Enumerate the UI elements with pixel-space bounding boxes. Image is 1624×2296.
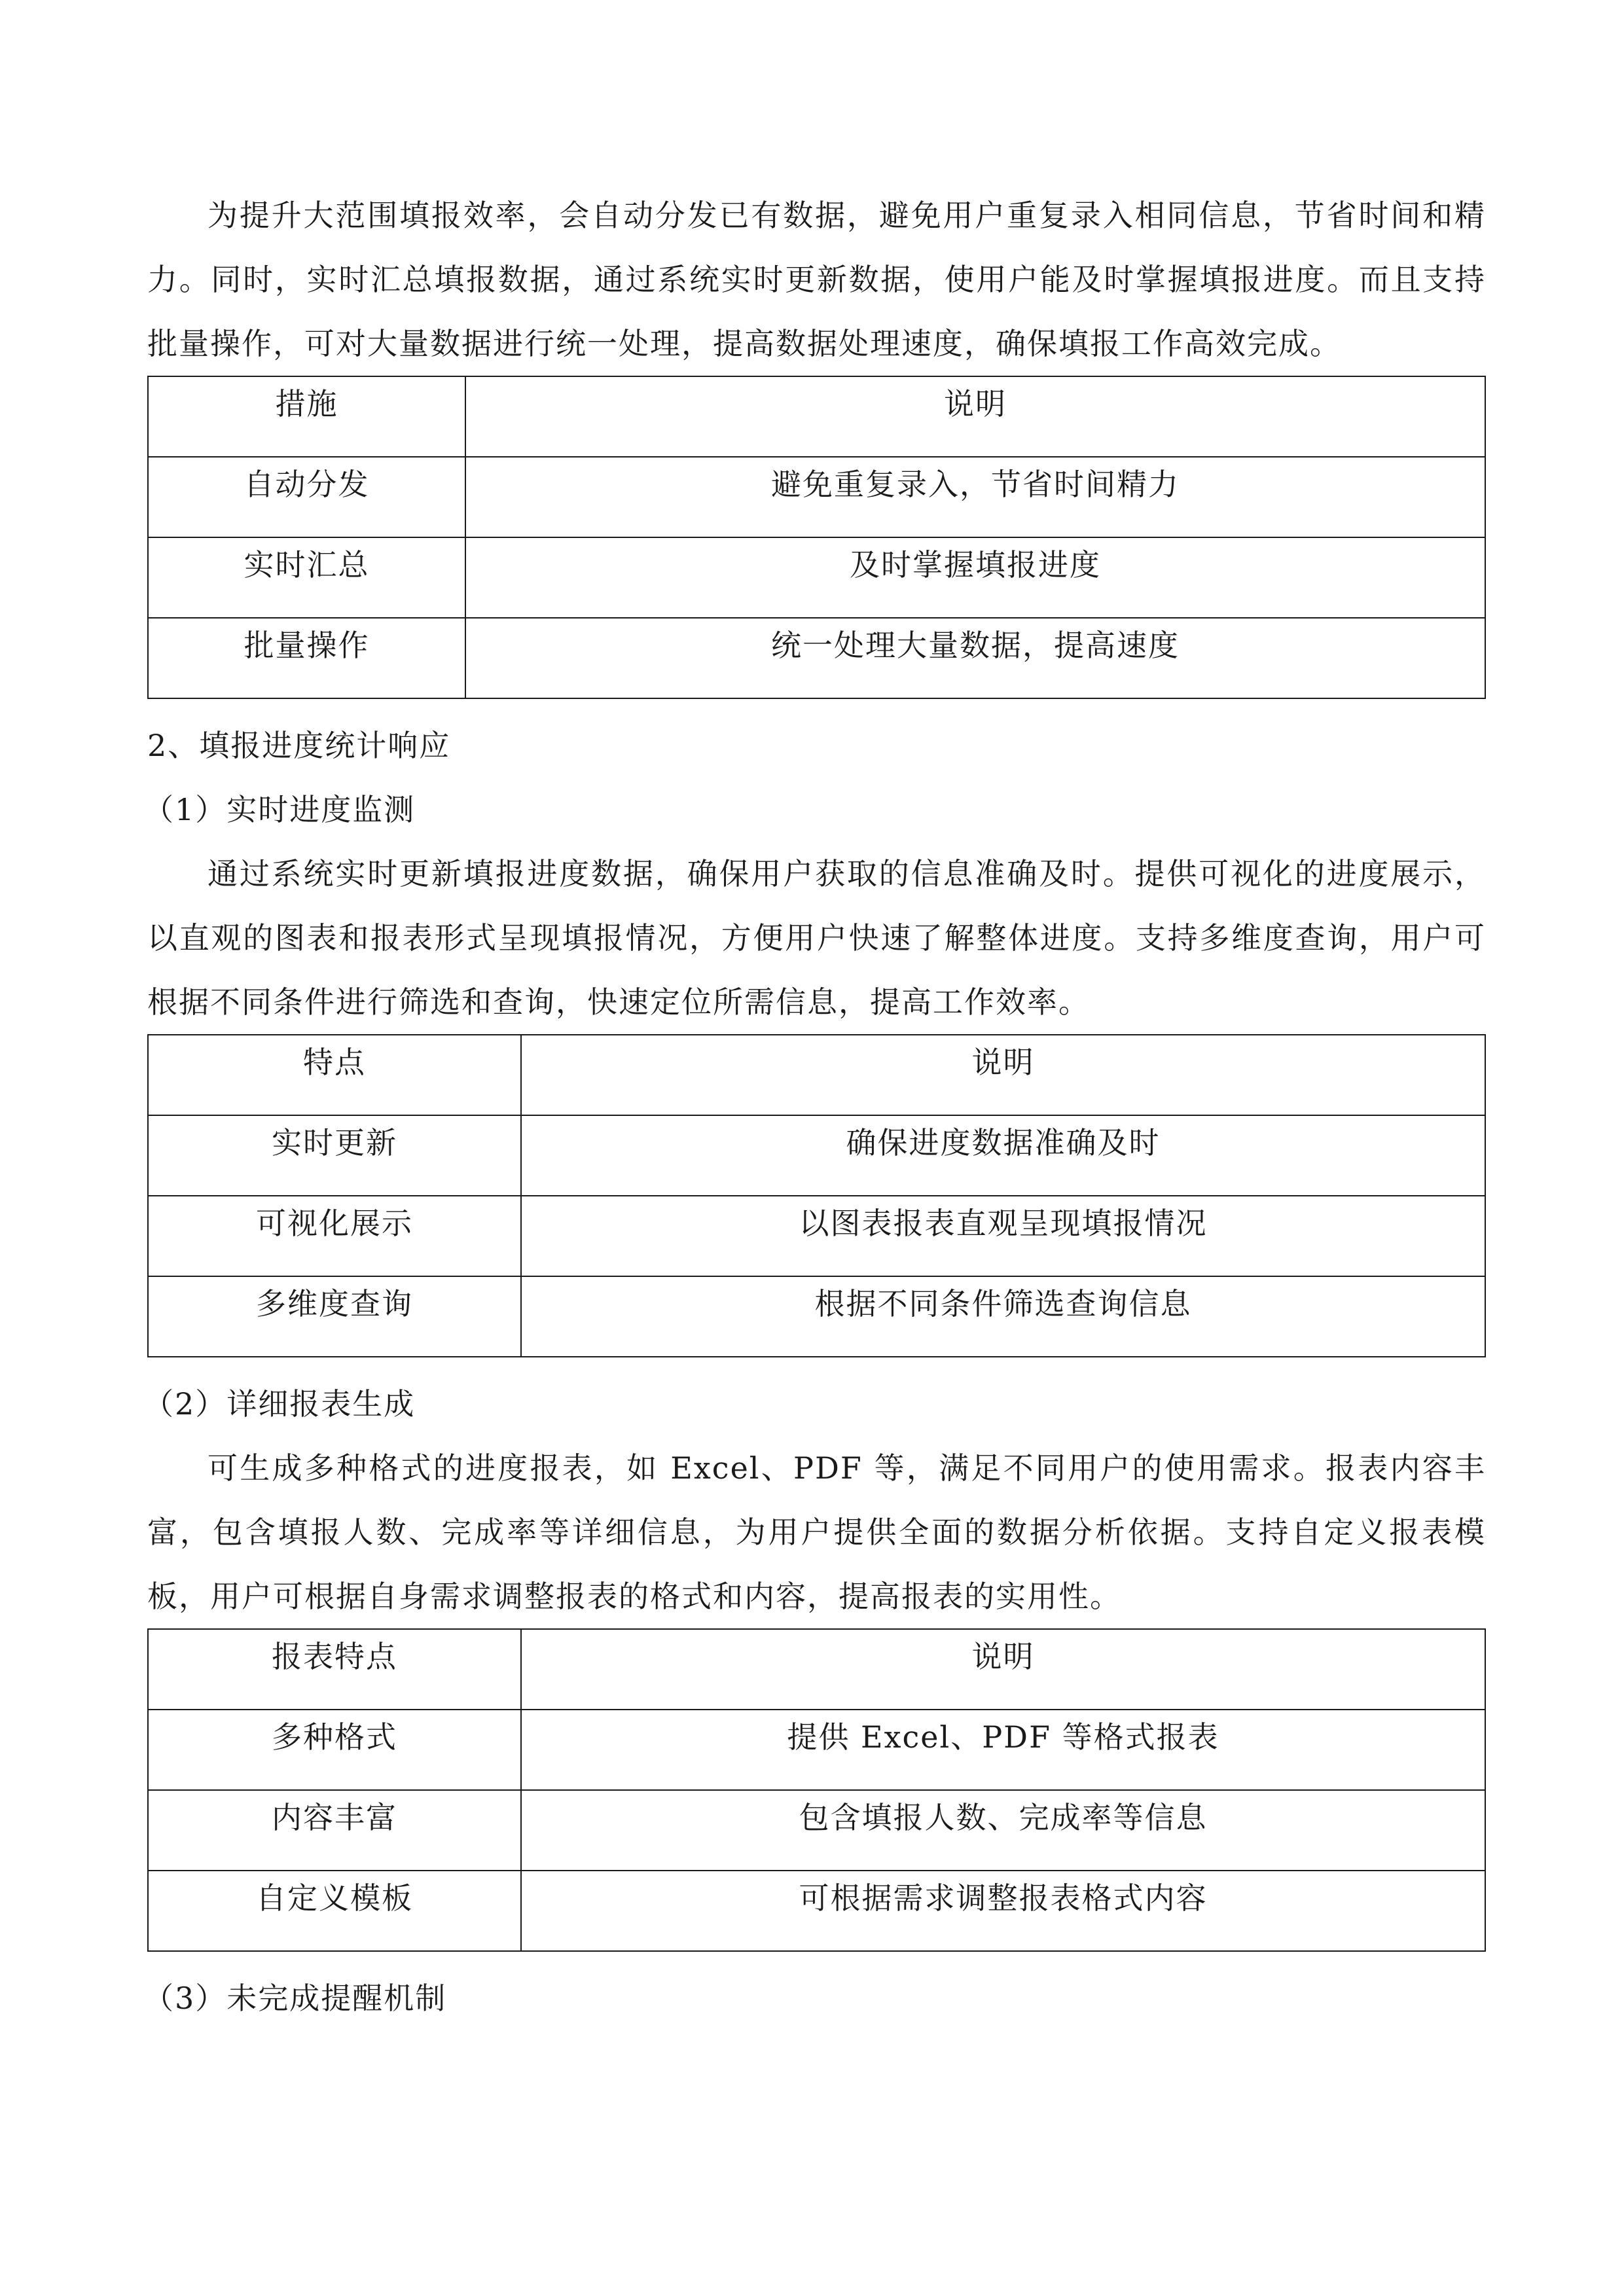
table-cell: 批量操作: [148, 618, 465, 698]
table-row: [148, 1196, 1485, 1276]
table-header-cell: 措施: [148, 376, 465, 457]
table-cell: 及时掌握填报进度: [465, 537, 1485, 618]
features-table: [147, 1034, 1486, 1357]
table-header-cell: 说明: [521, 1629, 1485, 1710]
subsection-paragraph: 可生成多种格式的进度报表，如 Excel、PDF 等，满足不同用户的使用需求。报表内容丰富，包含填报人数、完成率等详细信息，为用户提供全面的数据分析依据。支持自定义报表模板，用户可根据自身需求调整报表的格式和内容，提高报表的实用性。: [147, 1450, 1486, 1614]
table-header-row: [148, 1035, 1485, 1115]
subsection-heading: （3）未完成提醒机制: [143, 1981, 447, 2016]
subsection-heading: （1）实时进度监测: [143, 792, 416, 827]
table-cell: 根据不同条件筛选查询信息: [521, 1276, 1485, 1357]
table-row: [148, 618, 1485, 698]
table-row: [148, 1790, 1485, 1871]
section-heading: 2、填报进度统计响应: [147, 728, 451, 763]
table-row: [148, 1276, 1485, 1357]
table-cell: 避免重复录入，节省时间精力: [465, 457, 1485, 537]
table-cell: 内容丰富: [148, 1790, 521, 1871]
table-row: [148, 1710, 1485, 1790]
measures-table: [147, 376, 1486, 699]
table-cell: 以图表报表直观呈现填报情况: [521, 1196, 1485, 1276]
report-features-table: [147, 1628, 1486, 1952]
table-cell: 统一处理大量数据，提高速度: [465, 618, 1485, 698]
table-header-row: [148, 1629, 1485, 1710]
document-page: [143, 183, 1486, 2030]
subsection-paragraph: 通过系统实时更新填报进度数据，确保用户获取的信息准确及时。提供可视化的进度展示，以直观的图表和报表形式呈现填报情况，方便用户快速了解整体进度。支持多维度查询，用户可根据不同条件进行筛选和查询，快速定位所需信息，提高工作效率。: [147, 856, 1486, 1020]
table-cell: 实时更新: [148, 1115, 521, 1196]
table-header-cell: 说明: [465, 376, 1485, 457]
table-cell: 可视化展示: [148, 1196, 521, 1276]
table-header-row: [148, 376, 1485, 457]
intro-paragraph: 为提升大范围填报效率，会自动分发已有数据，避免用户重复录入相同信息，节省时间和精力。同时，实时汇总填报数据，通过系统实时更新数据，使用户能及时掌握填报进度。而且支持批量操作，可对大量数据进行统一处理，提高数据处理速度，确保填报工作高效完成。: [147, 198, 1486, 361]
table-cell: 提供 Excel、PDF 等格式报表: [521, 1710, 1485, 1790]
table-cell: 包含填报人数、完成率等信息: [521, 1790, 1485, 1871]
table-cell: 实时汇总: [148, 537, 465, 618]
table-row: [148, 1115, 1485, 1196]
table-cell: 自定义模板: [148, 1871, 521, 1951]
table-header-cell: 报表特点: [148, 1629, 521, 1710]
table-cell: 自动分发: [148, 457, 465, 537]
subsection-heading: （2）详细报表生成: [143, 1386, 416, 1422]
table-row: [148, 457, 1485, 537]
table-header-cell: 说明: [521, 1035, 1485, 1115]
table-row: [148, 1871, 1485, 1951]
table-header-cell: 特点: [148, 1035, 521, 1115]
table-row: [148, 537, 1485, 618]
table-cell: 多维度查询: [148, 1276, 521, 1357]
table-cell: 多种格式: [148, 1710, 521, 1790]
table-cell: 确保进度数据准确及时: [521, 1115, 1485, 1196]
table-cell: 可根据需求调整报表格式内容: [521, 1871, 1485, 1951]
